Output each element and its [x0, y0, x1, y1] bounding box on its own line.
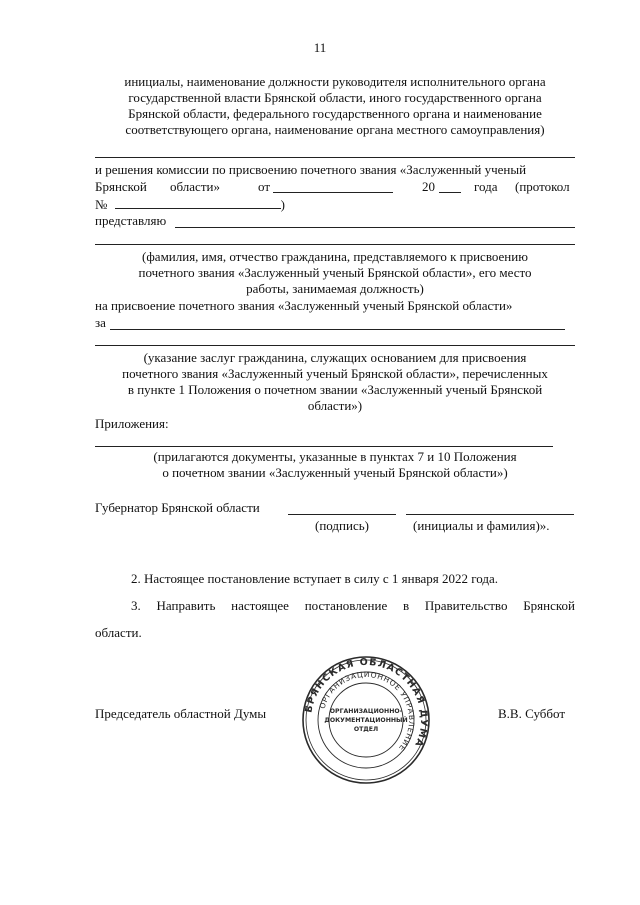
header-caption-line: инициалы, наименование должности руководителя исполнительного органа	[124, 74, 546, 89]
commission-word: от	[258, 179, 271, 194]
merits-blank	[110, 329, 565, 330]
header-caption	[95, 74, 575, 138]
commission-word: Брянской	[95, 179, 147, 194]
seal-outer-text: БРЯНСКАЯ ОБЛАСТНАЯ ДУМА	[303, 656, 430, 750]
number-sign: №	[95, 197, 108, 212]
header-caption-line: соответствующего органа, наименование органа местного самоуправления)	[125, 122, 545, 137]
header-caption-line: государственной власти Брянской области, иного государственного органа	[128, 90, 542, 105]
chairman-title: Председатель областной Думы	[95, 706, 267, 721]
represent-label: представляю	[95, 213, 167, 228]
signature-caption: (подпись)	[315, 518, 369, 533]
seal-center-line: ДОКУМЕНТАЦИОННЫЙ	[324, 717, 408, 724]
seal-inner-text: ОРГАНИЗАЦИОННОЕ УПРАВЛЕНИЕ	[317, 669, 417, 753]
commission-word: года	[474, 179, 498, 194]
chairman-name: В.В. Суббот	[498, 706, 566, 721]
year-blank	[439, 180, 461, 193]
commission-year: 20	[422, 179, 435, 194]
attachments-label: Приложения:	[95, 416, 169, 431]
divider-rule	[95, 157, 575, 158]
title-line: на присвоение почетного звания «Заслуженный ученый Брянской области»	[95, 298, 513, 313]
person-caption-line: почетного звания «Заслуженный ученый Брянской области», его место	[138, 265, 532, 280]
point-2: 2. Настоящее постановление вступает в силу с 1 января 2022 года.	[131, 571, 499, 586]
represent-blank	[175, 227, 575, 228]
seal-center-line: ОТДЕЛ	[353, 726, 379, 733]
point-3-continued: области.	[95, 625, 142, 640]
commission-line-1: и решения комиссии по присвоению почетного звания «Заслуженный ученый	[95, 162, 527, 177]
person-caption-line: работы, занимаемая должность)	[246, 281, 424, 296]
merits-caption-line: в пункте 1 Положения о почетном звании «Заслуженный ученый Брянской	[127, 382, 543, 397]
for-label: за	[95, 315, 106, 330]
person-caption	[95, 249, 575, 297]
attachments-caption	[95, 449, 575, 481]
merits-caption-line: области»)	[307, 398, 363, 413]
point-3: 3. Направить настоящее постановление в Правительство Брянской	[131, 598, 575, 613]
merits-caption-line: почетного звания «Заслуженный ученый Брянской области», перечисленных	[122, 366, 548, 381]
protocol-number-blank	[115, 196, 281, 209]
merits-caption-line: (указание заслуг гражданина, служащих основанием для присвоения	[143, 350, 527, 365]
attachments-blank	[95, 446, 553, 447]
signature-blank	[288, 514, 396, 515]
person-blank	[95, 244, 575, 245]
governor-label: Губернатор Брянской области	[95, 500, 260, 515]
merits-caption	[95, 350, 575, 414]
seal-stamp	[298, 655, 434, 785]
closing-paren: )	[280, 197, 285, 212]
header-caption-line: Брянской области, федерального государственного органа и наименование	[128, 106, 542, 121]
merits-blank-2	[95, 345, 575, 346]
commission-word: области»	[170, 179, 220, 194]
attachments-caption-line: (прилагаются документы, указанные в пунктах 7 и 10 Положения	[153, 449, 517, 464]
page-number: 11	[313, 40, 327, 55]
date-blank	[273, 180, 393, 193]
commission-word: (протокол	[515, 179, 570, 194]
commission-line-3	[95, 196, 575, 213]
seal-center-line: ОРГАНИЗАЦИОННО-	[329, 708, 403, 715]
name-caption: (инициалы и фамилия)».	[413, 518, 550, 533]
name-blank	[406, 514, 574, 515]
person-caption-line: (фамилия, имя, отчество гражданина, представляемого к присвоению	[142, 249, 528, 264]
attachments-caption-line: о почетном звании «Заслуженный ученый Брянской области»)	[162, 465, 508, 480]
